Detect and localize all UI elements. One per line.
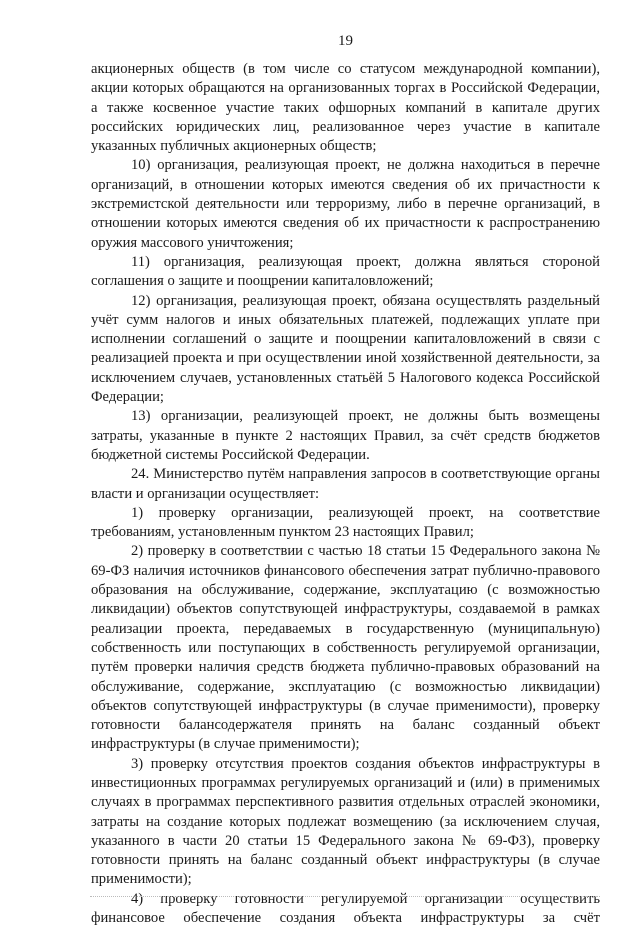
paragraph-item-12: 12) организация, реализующая проект, обязана осуществлять раздельный учёт сумм налогов и иных обязательных платежей, подлежащих уплате при исполнении соглашений о защите и поощрении капиталовложений в связи с реализацией проекта и при осуществлении иной хозяйственной деятельности, за исключением случаев, установленных статьёй 5 Налогового кодекса Российской Федерации; <box>91 292 600 406</box>
scan-edge-line <box>90 896 600 898</box>
paragraph-item-13: 13) организации, реализующей проект, не должны быть возмещены затраты, указанные в пункте 2 настоящих Правил, за счёт средств бюджетов бюджетной системы Российской Федерации. <box>91 408 600 463</box>
paragraph-subitem-1: 1) проверку организации, реализующей проект, на соответствие требованиям, установленным пунктом 23 настоящих Правил; <box>91 504 600 541</box>
paragraph-item-10: 10) организация, реализующая проект, не должна находиться в перечне организаций, в отношении которых имеются сведения об их причастности к экстремистской деятельности или терроризму, либо в перечне организаций, в отношении которых имеются сведения об их причастности к распространению оружия массового уничтожения; <box>91 157 600 251</box>
document-body <box>91 60 600 928</box>
paragraph-section-24: 24. Министерство путём направления запросов в соответствующие органы власти и организации осуществляет: <box>91 466 600 502</box>
paragraph-subitem-4: 4) проверку готовности регулируемой организации осуществить финансовое обеспечение создания объекта инфраструктуры за счёт <box>91 890 600 927</box>
paragraph-continuation: акционерных обществ (в том числе со статусом международной компании), акции которых обращаются на организованных торгах в Российской Федерации, а также косвенное участие таких офшорных компаний в капитале других российских юридических лиц, реализованное через участие в капитале указанных публичных акционерных обществ; <box>91 61 600 155</box>
paragraph-subitem-3: 3) проверку отсутствия проектов создания объектов инфраструктуры в инвестиционных программах регулируемых организаций и (или) в применимых случаях в программах перспективного развития отдельных отраслей экономики, затраты на создание которых подлежат возмещению (за исключением случая, указанного в части 20 статьи 15 Федерального закона № 69-ФЗ), проверку готовности принять на баланс созданный объект инфраструктуры (в случае применимости); <box>91 755 600 888</box>
paragraph-item-11: 11) организация, реализующая проект, должна являться стороной соглашения о защите и поощрении капиталовложений; <box>91 253 600 290</box>
page-number: 19 <box>338 33 353 49</box>
paragraph-subitem-2: 2) проверку в соответствии с частью 18 статьи 15 Федерального закона № 69-ФЗ наличия источников финансового обеспечения затрат публично-правового образования на обслуживание, содержание, эксплуатацию (с возможностью ликвидации) объектов сопутствующей инфраструктуры, создаваемой в рамках реализации проекта, передаваемых в государственную (муниципальную) собственность или поступающих в собственность регулируемой организации, путём проверки наличия средств бюджета публично-правовых образований на обслуживание, содержание, эксплуатацию (с возможностью ликвидации) объектов сопутствующей инфраструктуры (в случае применимости), проверку готовности балансодержателя принять на баланс созданный объект инфраструктуры (в случае применимости); <box>91 543 600 753</box>
